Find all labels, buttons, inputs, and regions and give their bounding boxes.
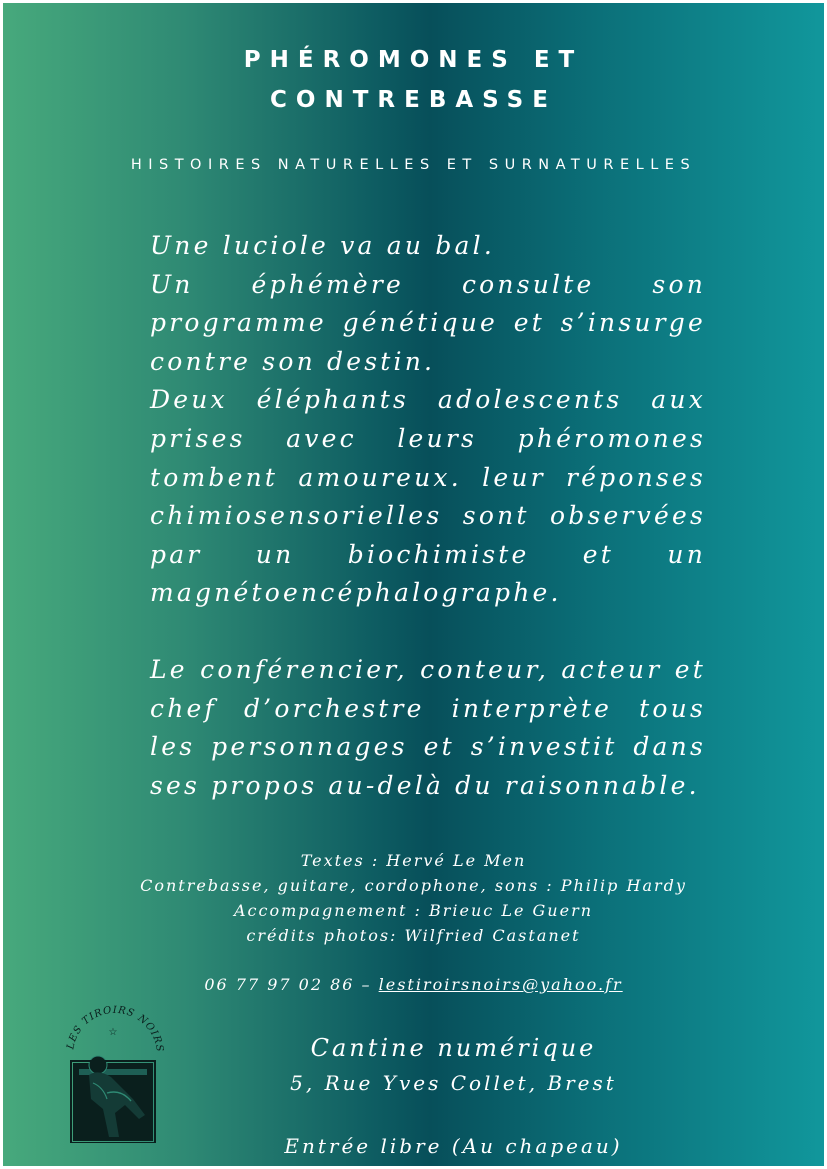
credit-music: Contrebasse, guitare, cordophone, sons : Philip Hardy [140, 876, 687, 895]
credit-texts: Textes : Hervé Le Men [300, 851, 527, 870]
venue-address: 5, Rue Yves Collet, Brest [290, 1071, 617, 1095]
description-line-luciole: Une luciole va au bal. [150, 231, 495, 260]
credits [3, 848, 824, 948]
svg-text:LES TIROIRS NOIRS: LES TIROIRS NOIRS [65, 1004, 166, 1054]
les-tiroirs-noirs-logo [63, 1003, 167, 1143]
description-paragraph-1 [150, 227, 706, 613]
venue-name: Cantine numérique [310, 1034, 597, 1062]
phone-number: 06 77 97 02 86 – [204, 975, 379, 994]
description-performer: Le conférencier, conteur, acteur et chef d’orchestre interprète tous les personnages et s’investit dans ses propos au-delà du raisonnable. [150, 655, 706, 800]
credit-photos: crédits photos: Wilfried Castanet [246, 926, 581, 945]
entry-info: Entrée libre (Au chapeau) [284, 1134, 623, 1158]
title-line-2: CONTREBASSE [270, 87, 557, 113]
poster [3, 3, 824, 1166]
logo-icon [63, 1003, 167, 1143]
description-paragraph-2 [150, 651, 706, 805]
svg-text:☆: ☆ [108, 1027, 118, 1038]
description-line-ephemere: Un éphémère consulte son programme génétique et s’insurge contre son destin. [150, 269, 706, 376]
credit-accompaniment: Accompagnement : Brieuc Le Guern [233, 901, 594, 920]
contact-line [3, 972, 824, 997]
subtitle: HISTOIRES NATURELLES ET SURNATURELLES [130, 157, 697, 173]
title-line-1: PHÉROMONES ET [243, 47, 584, 73]
description-line-elephants: Deux éléphants adolescents aux prises avec leurs phéromones tombent amoureux. leur réponses chimiosensorielles sont observées par un biochimiste et un magnétoencéphalographe. [150, 385, 706, 608]
email-link[interactable]: lestiroirsnoirs@yahoo.fr [378, 975, 623, 994]
